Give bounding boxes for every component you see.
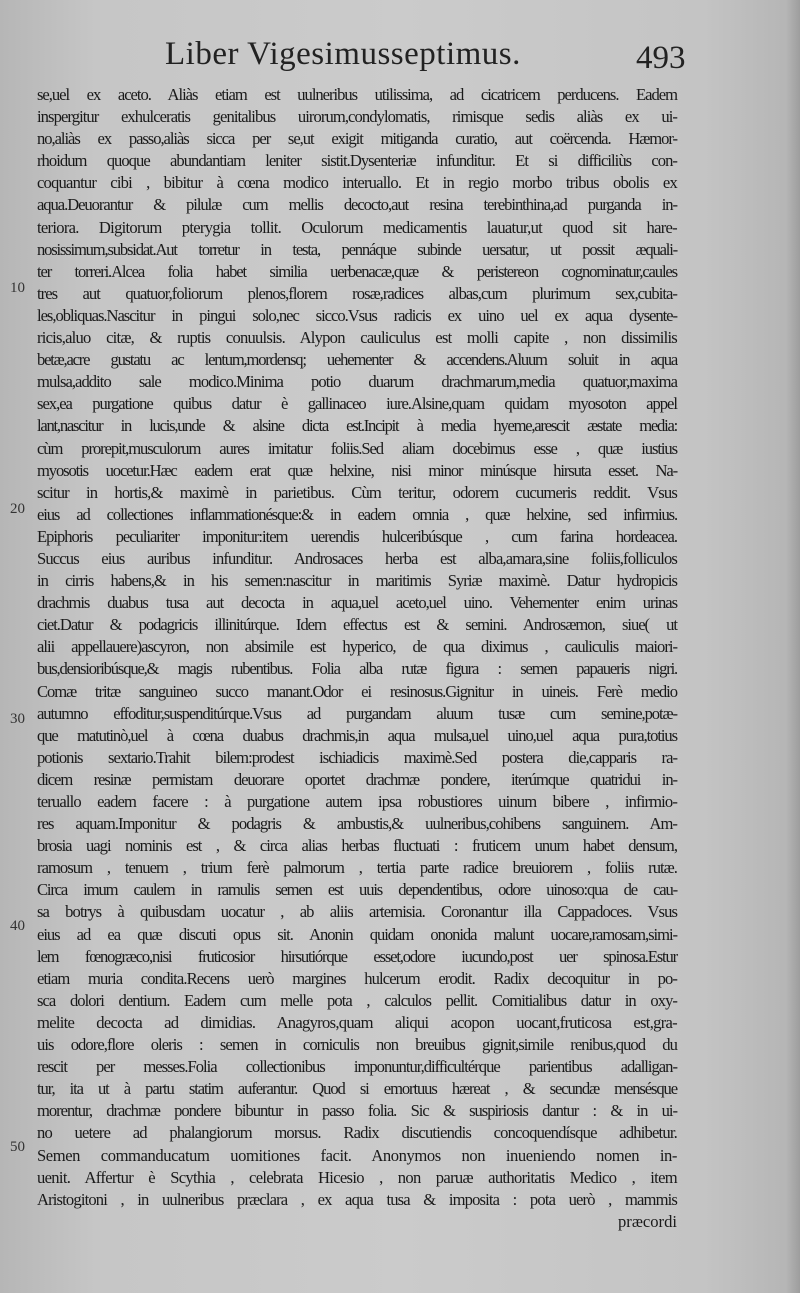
text-line: alii appellauere)ascyron, non absimile est hyperico, de qua diximus , cauliculis maiori-	[37, 637, 677, 657]
text-line: ciet.Datur & podagricis illinitúrque. Idem effectus est & semini. Androsæmon, siue( ut	[37, 615, 677, 635]
text-line: eius ad collectiones inflammationésque:& in eadem omnia , quæ helxine, sed infirmius.	[37, 504, 677, 524]
text-line: scitur in hortis,& maximè in parietibus. Cùm teritur, odorem cucumeris reddit. Vsus	[37, 482, 677, 502]
text-line: rhoidum quoque abundantiam leniter sistit.Dysenteriæ infunditur. Et si difficiliùs con-	[37, 151, 677, 171]
text-line: les,obliquas.Nascitur in pingui solo,nec sicco.Vsus radicis ex uino uel ex aqua dysente-	[37, 305, 677, 325]
text-line: Circa imum caulem in ramulis semen est uuis dependentibus, odore uinoso:qua de cau-	[37, 880, 677, 900]
text-line: morentur, drachmæ pondere bibuntur in passo folia. Sic & suspiriosis dantur : & in ui-	[37, 1101, 677, 1121]
text-line: betæ,acre gustatu ac lentum,mordensq; uehementer & accendens.Aluum soluit in aqua	[37, 350, 677, 370]
text-line: lem fœnogræco,nisi fruticosior hirsutiórque esset,odore iucundo,post uer spinosa.Estur	[37, 946, 677, 966]
text-line: res aquam.Imponitur & podagris & ambustis,& uulneribus,cohibens sanguinem. Am-	[37, 814, 677, 834]
text-line: inspergitur exhulceratis genitalibus uirorum,condylomatis, rimisque sedis aliàs ex ui-	[37, 107, 677, 127]
margin-line-number: 10	[10, 280, 25, 296]
body-text	[37, 84, 677, 1233]
page-edge-shadow	[786, 0, 800, 1293]
margin-line-number: 30	[10, 711, 25, 727]
text-line: bus,densioribúsque,& magis rubentibus. Folia alba rutæ figura : semen papaueris nigri.	[37, 659, 677, 679]
text-line: ricis,aluo citæ, & ruptis conuulsis. Alypon cauliculus est molli capite , non dissimilis	[37, 328, 677, 348]
text-line: sa botrys à quibusdam uocatur , ab aliis artemisia. Coronantur illa Cappadoces. Vsus	[37, 902, 677, 922]
text-line: potionis sextario.Trahit bilem:prodest ischiadicis maximè.Sed postera die,capparis ra-	[37, 747, 677, 767]
text-line: ramosum , tenuem , trium ferè palmorum , tertia parte radice breuiorem , foliis rutæ.	[37, 858, 677, 878]
text-line: Epiphoris peculiariter imponitur:item uerendis hulceribúsque , cum farina hordeacea.	[37, 526, 677, 546]
text-line: teruallo eadem facere : à purgatione autem ipsa robustiores uinum bibere , infirmio-	[37, 792, 677, 811]
text-line: no,aliàs ex passo,aliàs sicca per se,ut exigit mitiganda curatio, aut coërcenda. Hæmor-	[37, 129, 677, 149]
page-header	[0, 30, 800, 84]
text-line: in cirris habens,& in his semen:nascitur in maritimis Syriæ maximè. Datur hydropicis	[37, 571, 677, 591]
text-line: melite decocta ad dimidias. Anagyros,quam aliqui acopon uocant,fruticosa est,gra-	[37, 1012, 677, 1032]
text-line: dicem resinæ permistam deuorare oportet drachmæ pondere, iterúmque quatridui in-	[37, 769, 677, 789]
text-line: sex,ea purgatione quibus datur è gallinaceo iure.Alsine,quam quidam myosoton appel	[37, 394, 677, 414]
text-line: coquantur cibi , bibitur à cœna modico interuallo. Et in regio morbo tribus obolis ex	[37, 173, 677, 193]
text-line: Comæ tritæ sanguineo succo manant.Odor ei resinosus.Gignitur in uineis. Ferè medio	[37, 681, 677, 701]
text-line: que matutinò,uel à cœna duabus drachmis,in aqua mulsa,uel uino,uel aqua pura,totius	[37, 725, 677, 745]
text-line: no uetere ad phalangiorum morsus. Radix discutiendis concoquendísque adhibetur.	[37, 1123, 677, 1143]
text-line: uenit. Affertur è Scythia , celebrata Hicesio , non paruæ authoritatis Medico , item	[37, 1167, 677, 1187]
text-line: se,uel ex aceto. Aliàs etiam est uulneribus utilissima, ad cicatricem perducens. Eadem	[37, 85, 677, 104]
text-line: rescit per messes.Folia collectionibus imponuntur,difficultérque parientibus adalligan-	[37, 1057, 677, 1077]
text-line: autumno effoditur,suspenditúrque.Vsus ad purgandam aluum tusæ cum semine,potæ-	[37, 703, 677, 723]
margin-line-number: 20	[10, 501, 25, 517]
text-line: Aristogitoni , in uulneribus præclara , ex aqua tusa & imposita : pota uerò , mammis	[37, 1189, 677, 1209]
text-line: aqua.Deuorantur & pilulæ cum mellis decocto,aut resina terebinthina,ad purganda in-	[37, 195, 677, 215]
text-line: tres aut quatuor,foliorum plenos,florem rosæ,radices albas,cum plurimum sex,cubita-	[37, 283, 677, 303]
text-line: cùm prorepit,musculorum aures imitatur foliis.Sed aliam docebimus esse , quæ iustius	[37, 438, 677, 458]
text-line: drachmis duabus tusa aut decocta in aqua,uel aceto,uel uino. Vehementer enim urinas	[37, 593, 677, 613]
text-line: sca dolori dentium. Eadem cum melle pota , calculos pellit. Comitialibus datur in oxy-	[37, 990, 677, 1010]
margin-line-number: 50	[10, 1139, 25, 1155]
catchword: præcordi	[618, 1211, 677, 1231]
text-line: Semen commanducatum uomitiones facit. Anonymos non inueniendo nomen in-	[37, 1145, 677, 1165]
text-line: brosia uagi nominis est , & circa alias herbas fluctuati : fruticem unum habet densum,	[37, 836, 677, 856]
running-title: Liber Vigesimusseptimus.	[165, 36, 521, 72]
text-line: Succus eius auribus infunditur. Androsaces herba est alba,amara,sine foliis,folliculos	[37, 548, 677, 568]
text-line: tur, ita ut à partu statim auferantur. Quod si emortuus hæreat , & secundæ mensésque	[37, 1079, 677, 1099]
text-line: uis odore,flore oleris : semen in corniculis non breuibus gignit,simile renibus,quod du	[37, 1035, 677, 1055]
text-line: mulsa,addito sale modico.Minima potio duarum drachmarum,media quatuor,maxima	[37, 372, 677, 392]
text-line: nosissimum,subsidat.Aut torretur in testa, pennáque subinde uersatur, ut possit æquali-	[37, 239, 677, 259]
text-line: lant,nascitur in lucis,unde & alsine dicta est.Incipit à media hyeme,arescit æstate media:	[37, 416, 677, 436]
text-line: myosotis uocetur.Hæc eadem erat quæ helxine, nisi minor minúsque hirsuta esset. Na-	[37, 460, 677, 480]
text-line: ter torreri.Alcea folia habet similia uerbenacæ,quæ & peristereon cognominatur,caules	[37, 261, 677, 281]
text-line: teriora. Digitorum pterygia tollit. Oculorum medicamentis lauatur,ut quod sit hare-	[37, 217, 677, 237]
margin-line-number: 40	[10, 918, 25, 934]
text-line: eius ad ea quæ discuti opus sit. Anonin quidam ononida malunt uocare,ramosam,simi-	[37, 924, 677, 944]
text-line: etiam muria condita.Recens uerò margines hulcerum erodit. Radix decoquitur in po-	[37, 968, 677, 988]
page-number: 493	[636, 40, 686, 76]
